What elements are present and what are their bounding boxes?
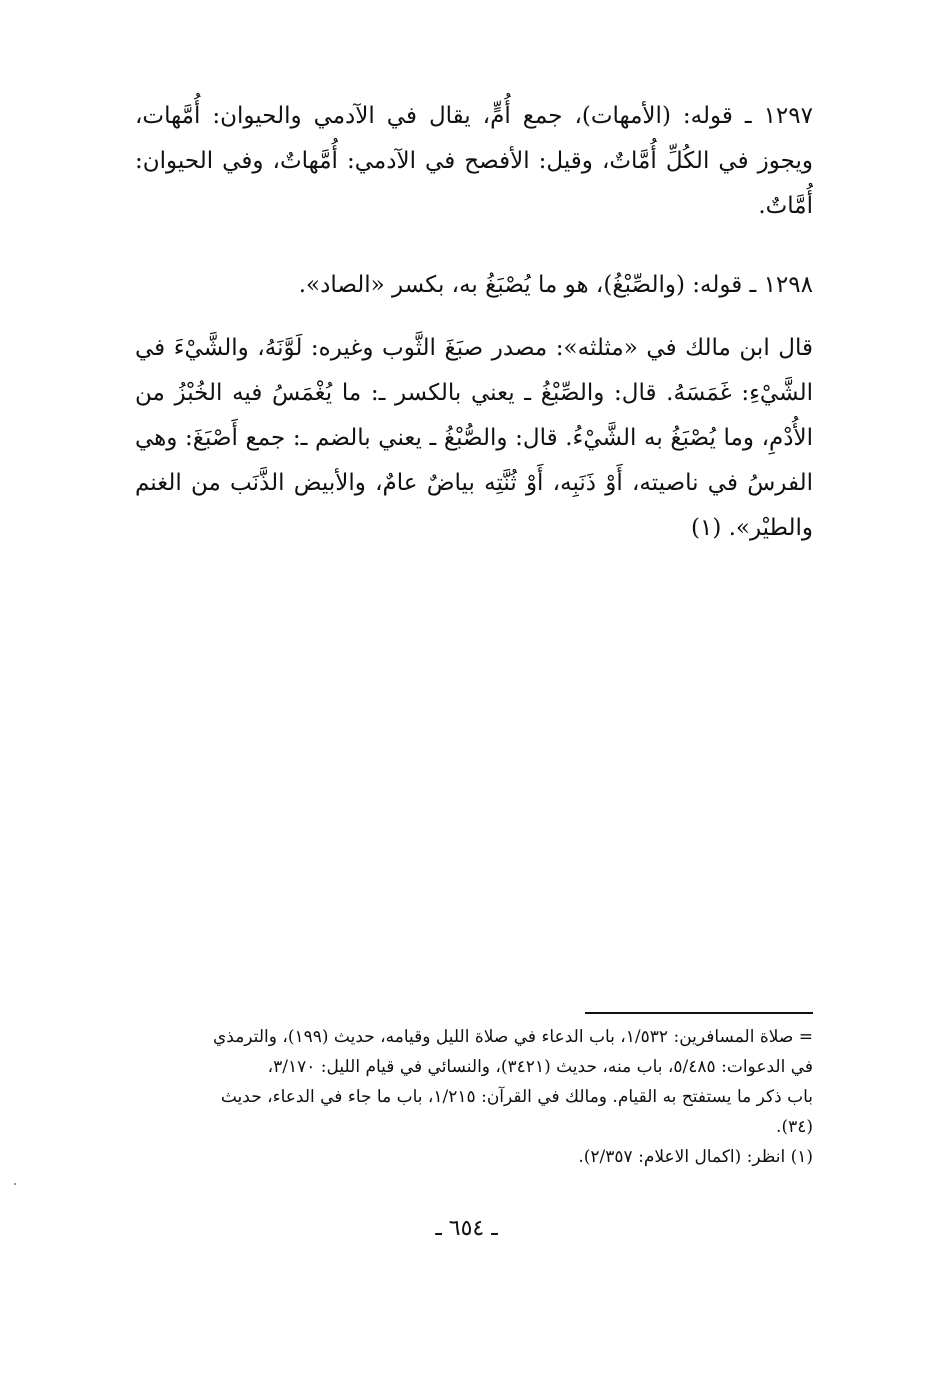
footnotes-section: [135, 1022, 813, 1172]
footnote-continued-line: (٣٤).: [776, 1117, 813, 1137]
entry-1298-paragraph: ١٢٩٨ ـ قوله: (والصِّبْغُ)، هو ما يُصْبَغُ به، بكسر «الصاد».: [298, 272, 813, 298]
entry-1297-paragraph: ١٢٩٧ ـ قوله: (الأمهات)، جمع أُمٍّ، يقال في الآدمي والحيوان: أُمَّهات، ويجوز في الكُلِّ أُمَّاتٌ، وقيل: الأفصح في الآدمي: أُمَّهاتٌ، وفي الحيوان: أُمَّاتٌ.: [135, 103, 813, 219]
footnote-continued-line: في الدعوات: ٥/٤٨٥، باب منه، حديث (٣٤٢١)، والنسائي في قيام الليل: ٣/١٧٠،: [267, 1057, 813, 1077]
ibn-malik-quote-paragraph: قال ابن مالك في «مثلثه»: مصدر صبَغَ الثَّوب وغيره: لَوَّنَهُ، والشَّيْءَ في الشَّيْءِ: غَمَسَهُ. قال: والصِّبْغُ ـ يعني بالكسر ـ: ما يُغْمَسُ فيه الخُبْزُ من الأُدْمِ، وما يُصْبَغُ به الشَّيْءُ. قال: والصُّبْغُ ـ يعني بالضم ـ: جمع أَصْبَغَ: وهي الفرسُ في ناصيته، أَوْ ذَنَبِه، أَوْ ثُنَّتِه بياضٌ عامٌ، والأبيض الذَّنَب من الغنم والطيْر». (١): [135, 335, 813, 541]
scan-speck: [14, 1183, 16, 1185]
footnote-continued-line: = صلاة المسافرين: ١/٥٣٢، باب الدعاء في صلاة الليل وقيامه، حديث (١٩٩)، والترمذي: [212, 1027, 813, 1047]
footnote-continued-line: باب ذكر ما يستفتح به القيام. ومالك في القرآن: ١/٢١٥، باب ما جاء في الدعاء، حديث: [220, 1087, 813, 1107]
footnote-separator-line: [585, 1012, 813, 1014]
footnote-1: (١) انظر: (اكمال الاعلام: ٢/٣٥٧).: [578, 1147, 813, 1167]
page-number: ـ ٦٥٤ ـ: [435, 1216, 498, 1241]
